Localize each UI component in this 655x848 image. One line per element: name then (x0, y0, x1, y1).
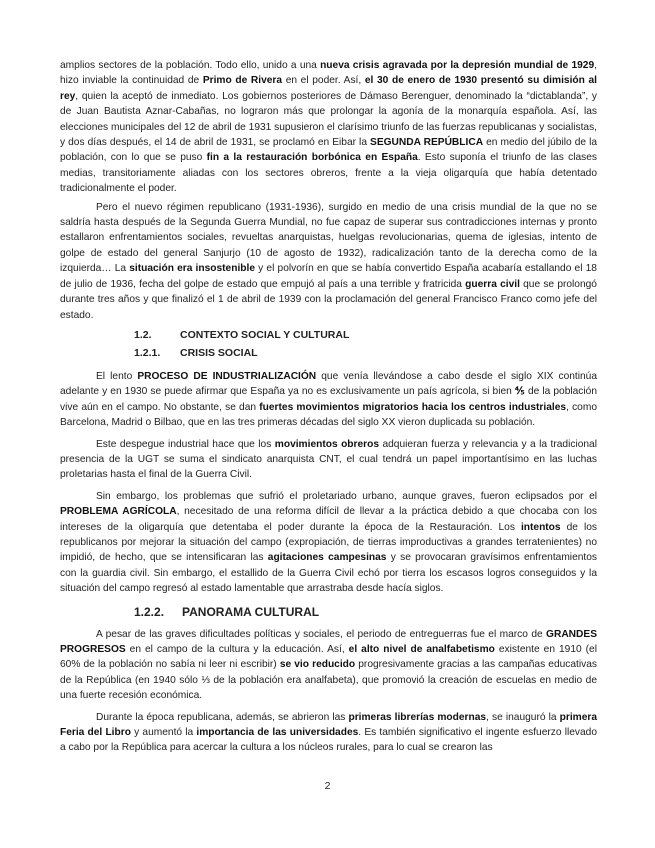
emphasis-text: agitaciones campesinas (267, 552, 387, 564)
body-text: progresivamente gracias a las campañas educativas de la República (en 1940 sólo ⅓ de la población era analfabeta), que promovió la creación de escuelas en medio de una fuerte recesión económica. (60, 659, 597, 702)
body-text: en el campo de la cultura y la educación. Así, (125, 644, 349, 655)
emphasis-text: intentos (520, 521, 561, 533)
body-text: en el poder. Así, (282, 75, 365, 87)
republic-paragraph (60, 200, 597, 323)
body-text: A pesar de las graves dificultades políticas y sociales, el periodo de entreguerras fue el marco de (96, 628, 547, 640)
intro-paragraph (60, 58, 597, 197)
body-text: , hizo inviable la continuidad de (60, 60, 597, 87)
body-text: , como Barcelona, Madrid o Bilbao, que en las tres primeras décadas del siglo XX vieron duplicada su población. (60, 401, 598, 429)
emphasis-text: fuertes movimientos migratorios hacia los centros industriales (259, 401, 567, 413)
section-number: 1.2.1. (134, 346, 161, 359)
body-text: , se inauguró la (486, 711, 560, 723)
emphasis-text: ⅘ (514, 386, 525, 398)
workers-paragraph (60, 437, 597, 483)
body-text: amplios sectores de la población. Todo ello, unido a una (60, 60, 321, 71)
body-text: y se provocaran gravísimos enfrentamientos con la guardia civil. Sin embargo, el estallido de la Guerra Civil echó por tierra los escasos logros conseguidos y la situación del campo regresó al estado lamentable que arrastraba desde hacía siglos. (60, 552, 597, 595)
body-text: . Esto suponía el triunfo de las clases medias, transitoriamente aliadas con los sectores obreros, frente a la vieja oligarquía que había detentado tradicionalmente el poder. (60, 152, 597, 195)
emphasis-text: nueva crisis agravada por la depresión mundial de 1929 (320, 60, 595, 71)
section-number: 1.2. (134, 328, 152, 341)
body-text: adquieran fuerza y relevancia y a la tradicional presencia de la UGT se suma el sindicato anarquista CNT, el cual tendrá un papel importantísimo en las luchas proletarias hasta el final de la Guerra Civil. (60, 438, 597, 481)
emphasis-text: el alto nivel de analfabetismo (348, 644, 495, 655)
section-title: CONTEXTO SOCIAL Y CULTURAL (180, 328, 350, 341)
emphasis-text: primeras librerías modernas (348, 711, 487, 723)
emphasis-text: situación era insostenible (129, 263, 255, 275)
body-text: Durante la época republicana, además, se abrieron las (96, 711, 349, 723)
body-text: El lento (96, 370, 138, 382)
emphasis-text: Primo de Rivera (202, 75, 283, 87)
section-heading-1-2-1 (60, 347, 597, 361)
section-heading-1-2-2 (60, 605, 597, 621)
body-text: que se prolongó durante tres años y que finalizó el 1 de abril de 1939 con la proclamación del general Francisco Franco como jefe del estado. (60, 278, 597, 321)
body-text: y aumentó la (130, 727, 197, 739)
body-text: de los republicanos por mejorar la situación del campo (expropiación, de tierras improductivas a grandes terratenientes) no impidió, de hecho, que se intensificaran las (60, 521, 598, 564)
body-text: . Es también significativo el ingente esfuerzo llevado a cabo por la República para acercar la cultura a los núcleos rurales, para lo cual se crearon las (60, 727, 597, 754)
industrial-paragraph (60, 369, 597, 431)
section-number: 1.2.2. (134, 604, 165, 619)
body-text: Pero el nuevo régimen republicano (1931-1936), surgido en medio de una crisis mundial de la que no se saldría hasta después de la Segunda Guerra Mundial, no fue capaz de superar sus contradicciones internas y pronto estallaron enfrentamientos sociales, revueltas anarquistas, huelgas revolucionarias, quema de iglesias, intento de golpe de estado del general Sanjurjo (10 de agosto de 1932), radicalización tanto de la derecha como de la izquierda… La (60, 201, 597, 275)
agrarian-paragraph (60, 489, 597, 597)
body-text: en medio del júbilo de la población, con lo que se puso (60, 137, 597, 164)
document-page (60, 58, 597, 762)
emphasis-text: guerra civil (465, 278, 520, 290)
body-text: que venía llevándose a cabo desde el siglo XIX continúa adelante y en 1930 se puede afirmar que España ya no es exclusivamente un país agrícola, si bien (60, 370, 598, 398)
body-text: , quien la aceptó de inmediato. Los gobiernos posteriores de Dámaso Berenguer, denominado la “dictablanda”, y de Juan Bautista Aznar-Cabañas, no lograron más que prolongar la agonía de la monarquía española. Así, las elecciones municipales del 12 de abril de 1931 supusieron el clarísimo triunfo de las fuerzas republicanas y socialistas, y dos días después, el 14 de abril de 1931, se proclamó en Eibar la (60, 90, 597, 149)
emphasis-text: PROBLEMA AGRÍCOLA (60, 506, 177, 518)
section-heading-1-2 (60, 329, 597, 343)
page-number: 2 (324, 780, 331, 792)
body-text: , necesitado de una reforma difícil de llevar a la práctica debido a que chocaba con los intereses de la oligarquía que detentaba el poder durante la época de la Restauración. Los (60, 506, 597, 533)
culture-paragraph (60, 627, 597, 704)
republic-culture-paragraph (60, 710, 597, 756)
emphasis-text: SEGUNDA REPÚBLICA (370, 137, 484, 149)
section-title: CRISIS SOCIAL (180, 346, 258, 359)
emphasis-text: GRANDES PROGRESOS (60, 628, 597, 655)
body-text: existente en 1910 (el 60% de la población no sabía ni leer ni escribir) (60, 644, 597, 671)
emphasis-text: el 30 de enero de 1930 presentó su dimisión al rey (60, 75, 597, 102)
body-text: de la población vive aún en el campo. No obstante, se dan (60, 386, 597, 413)
emphasis-text: PROCESO DE INDUSTRIALIZACIÓN (137, 370, 317, 382)
body-text: Este despegue industrial hace que los (96, 438, 275, 450)
emphasis-text: movimientos obreros (274, 438, 380, 450)
emphasis-text: importancia de las universidades (196, 727, 359, 739)
body-text: Sin embargo, los problemas que sufrió el proletariado urbano, aunque graves, fueron eclipsados por el (96, 490, 597, 502)
emphasis-text: primera Feria del Libro (60, 711, 598, 739)
emphasis-text: se vio reducido (279, 659, 356, 671)
section-title: PANORAMA CULTURAL (182, 604, 320, 619)
emphasis-text: fin a la restauración borbónica en España (206, 152, 418, 164)
body-text: y el polvorín en que se había convertido España acabaría estallando el 18 de julio de 1936, fecha del golpe de estado que empujó al país a una terrible y fratricida (60, 263, 597, 290)
